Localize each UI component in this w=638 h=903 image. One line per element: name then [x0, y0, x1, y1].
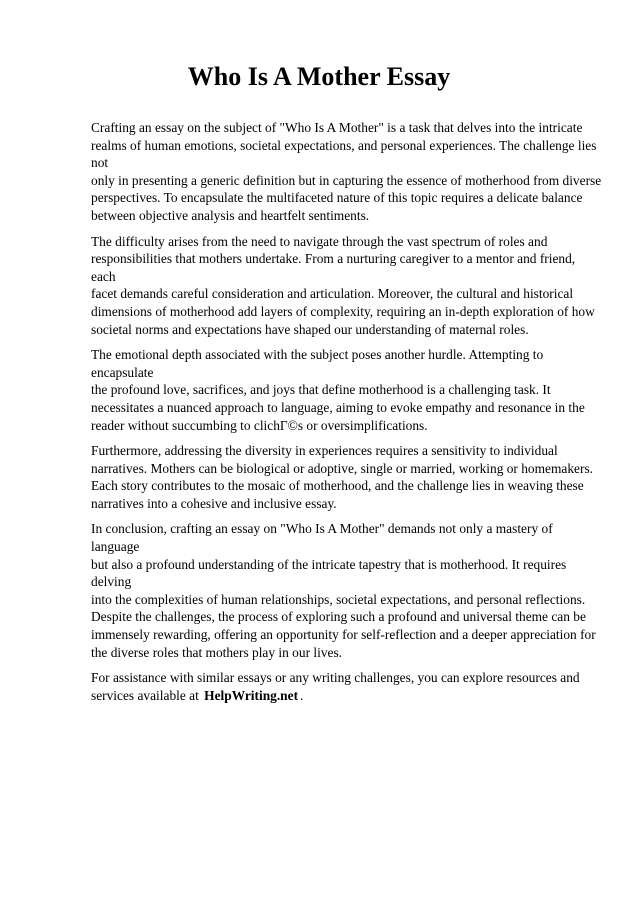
essay-body — [91, 119, 603, 712]
paragraph-3: The emotional depth associated with the subject poses another hurdle. Attempting to encapsulate the profound love, sacrifices, and joys that define motherhood is a challenging task. It necessitates a nuanced approach to language, aiming to evoke empathy and resonance in the reader without succumbing to clichГ©s or oversimplifications. — [91, 347, 585, 433]
closing-period: . — [300, 687, 304, 703]
helpwriting-link[interactable]: HelpWriting.net — [204, 687, 299, 703]
page-title: Who Is A Mother Essay — [187, 62, 451, 91]
paragraph-5: In conclusion, crafting an essay on "Who Is A Mother" demands not only a mastery of language but also a profound understanding of the intricate tapestry that is motherhood. It requires delving into the complexities of human relationships, societal expectations, and personal reflections. Despite the challenges, the process of exploring such a profound and universal theme can be immensely rewarding, offering an opportunity for self-reflection and a deeper appreciation for the diverse roles that mothers play in our lives. — [91, 521, 596, 660]
closing-paragraph — [91, 669, 603, 704]
closing-text: For assistance with similar essays or any writing challenges, you can explore resources and services available at — [91, 670, 580, 703]
paragraph-1: Crafting an essay on the subject of "Who Is A Mother" is a task that delves into the intricate realms of human emotions, societal expectations, and personal experiences. The challenge lies not only in presenting a generic definition but in capturing the essence of motherhood from diverse perspectives. To encapsulate the multifaceted nature of this topic requires a delicate balance between objective analysis and heartfelt sentiments. — [91, 120, 602, 223]
paragraph-2: The difficulty arises from the need to navigate through the vast spectrum of roles and responsibilities that mothers undertake. From a nurturing caregiver to a mentor and friend, each facet demands careful consideration and articulation. Moreover, the cultural and historical dimensions of motherhood add layers of complexity, requiring an in-depth exploration of how societal norms and expectations have shaped our understanding of maternal roles. — [91, 233, 595, 337]
paragraph-4: Furthermore, addressing the diversity in experiences requires a sensitivity to individual narratives. Mothers can be biological or adoptive, single or married, working or homemakers. Each story contributes to the mosaic of motherhood, and the challenge lies in weaving these narratives into a cohesive and inclusive essay. — [91, 443, 593, 511]
